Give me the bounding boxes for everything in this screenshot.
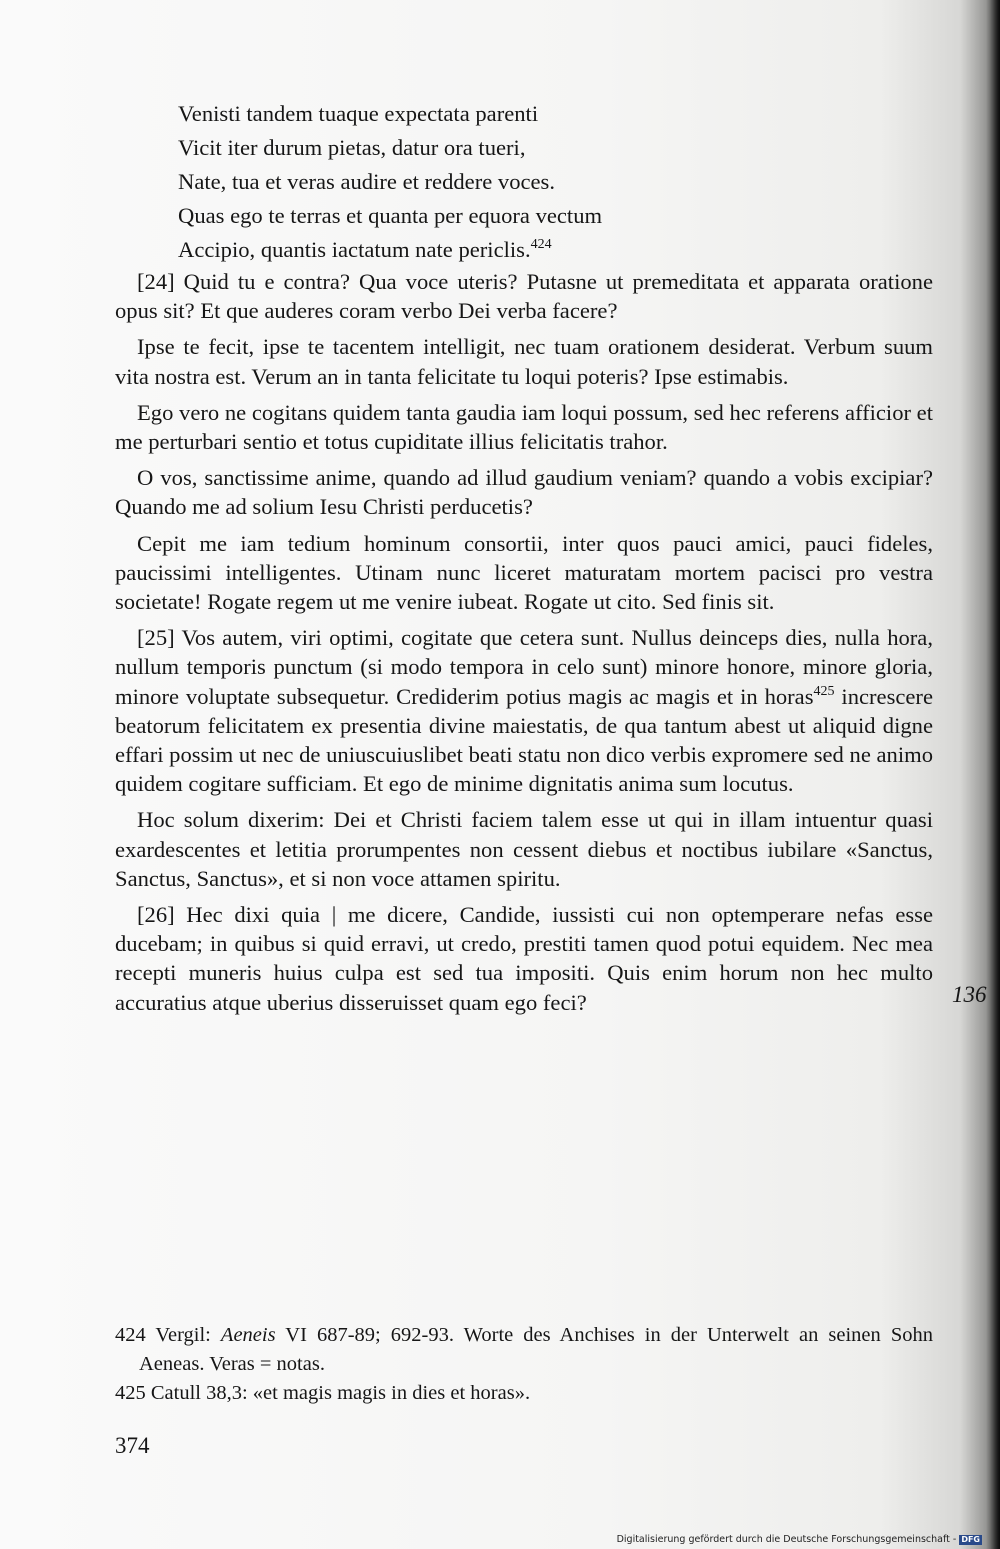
paragraph-25 [115,623,933,798]
page-number: 374 [115,1433,150,1458]
paragraph: Hoc solum dixerim: Dei et Christi faciem talem esse ut qui in illam intuentur quasi exardescentes et letitia prorumpentes non cessent diebus et noctibus iubilare «Sanctus, Sanctus, Sanctus», et si non voce attamen spiritu. [115,807,933,891]
verse-quotation [178,97,602,267]
credit-text: Digitalisierung gefördert durch die Deutsche Forschungsgemeinschaft - [616,1534,957,1545]
paragraph-25-start: [25] Vos autem, viri optimi, cogitate que cetera sunt. Nullus deinceps dies, nulla hora, nullum temporis punctum (si modo tempora in celo sunt) minore honore, minore gloria, minore voluptate subsequetur. Crediderim potius magis ac magis et in horas [115,625,933,709]
verse-line [178,233,602,267]
footnotes [115,1321,933,1408]
footnote-424 [115,1321,933,1379]
paragraph-24: [24] Quid tu e contra? Qua voce uteris? Putasne ut premeditata et apparata oratione opus sit? Et que auderes coram verbo Dei verba facere? [115,269,933,324]
paragraph: Ego vero ne cogitans quidem tanta gaudia iam loqui possum, sed hec referens afficior et me perturbari sentio et totus cupiditate illius felicitatis trahor. [115,399,933,455]
verse-line: Nate, tua et veras audire et reddere voces. [178,169,555,195]
dfg-logo: DFG [961,1534,980,1544]
paragraph: Ipse te fecit, ipse te tacentem intelligit, nec tuam orationem desiderat. Verbum suum vita nostra est. Verum an in tanta felicitate tu loqui poteris? Ipse estimabis. [115,334,933,389]
footnote-ref-425: 425 [813,683,835,699]
paragraph-25-end: increscere beatorum felicitatem ex presentia divine maiestatis, de qua tantum abest ut aliquid digne effari possim ut nec de uniuscuiuslibet beati statu non dico verbis expromere sed ne animo quidem cogitare sufficiam. Et ego de minime dignitatis anima sum locutus. [115,683,933,797]
footnote-425: 425 Catull 38,3: «et magis magis in dies et horas». [115,1382,531,1404]
footnote-ref-424: 424 [530,237,552,253]
verse-line: Venisti tandem tuaque expectata parenti [178,101,539,126]
paragraph-26: [26] Hec dixi quia | me dicere, Candide, iussisti cui non optemperare nefas esse ducebam; in quibus si quid erravi, ut credo, prestiti tamen quod potui equidem. Nec mea recepti muneris huius culpa est sed tua impositi. Quis enim horum non hec multo accuratius atque uberius disseruisset quam ego feci? [115,902,933,1015]
footnote-424-text: VI 687-89; 692-93. Worte des Anchises in der Unterwelt an seinen Sohn Aeneas. Veras = notas. [139,1324,933,1375]
verse-line: Vicit iter durum pietas, datur ora tueri, [178,135,526,161]
footnote-424-title: Aeneis [220,1324,276,1346]
verse-line: Quas ego te terras et quanta per equora vectum [178,203,603,229]
book-spine-shadow [986,0,1000,1549]
footnote-424-prefix: 424 Vergil: [115,1324,221,1346]
paragraph: Cepit me iam tedium hominum consortii, inter quos pauci amici, pauci fideles, paucissimi intelligentes. Utinam nunc liceret maturatam mortem pacisci pro vestra societate! Rogate regem ut me venire iubeat. Rogate ut cito. Sed finis sit. [115,530,933,615]
margin-page-reference: 136 [952,982,987,1007]
main-text [115,267,933,1024]
verse-line-text: Accipio, quantis iactatum nate periclis. [178,237,531,263]
paragraph: O vos, sanctissime anime, quando ad illud gaudium veniam? quando a vobis excipiar? Quando me ad solium Iesu Christi perducetis? [115,465,933,520]
digitization-credit [617,1534,982,1545]
